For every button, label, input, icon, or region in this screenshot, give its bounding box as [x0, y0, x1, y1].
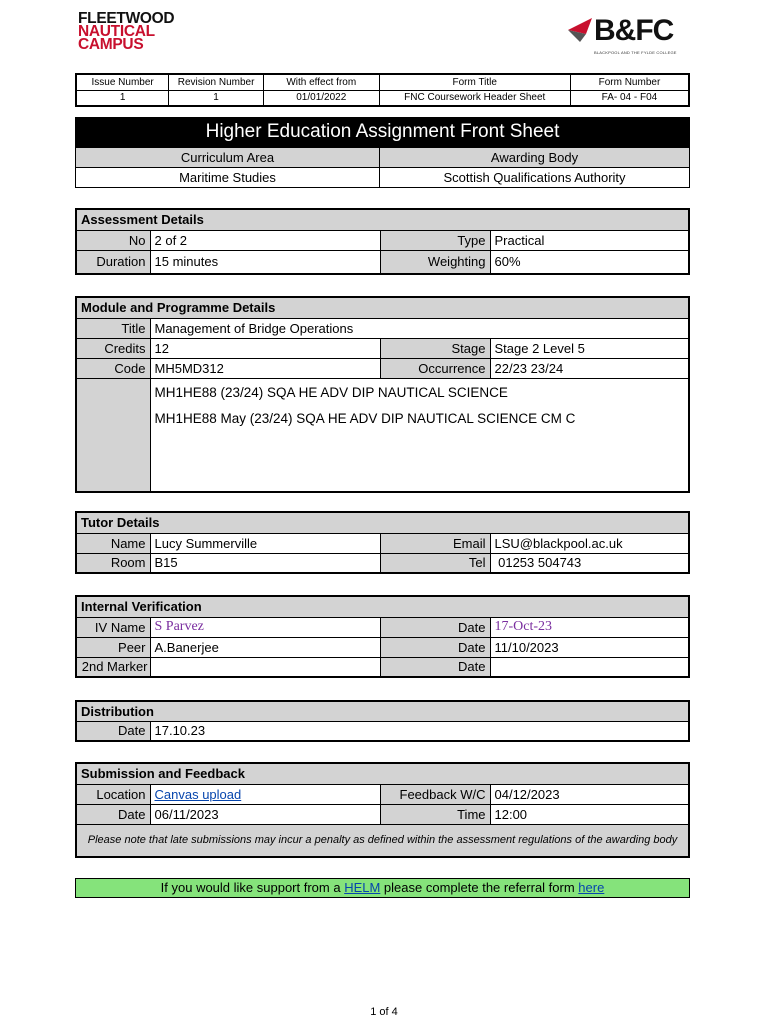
submission-time-label: Time [380, 804, 490, 824]
curriculum-table [75, 147, 690, 188]
tutor-details-table [75, 511, 690, 574]
assessment-weighting-label: Weighting [380, 250, 490, 274]
form-info-value: 1 [169, 90, 264, 106]
location-label: Location [76, 784, 150, 804]
second-marker-date-value [490, 657, 689, 677]
late-submission-note: Please note that late submissions may incur a penalty as defined within the assessment regulations of the awarding body [76, 824, 689, 857]
canvas-upload-link[interactable]: Canvas upload [154, 786, 242, 802]
programme-list [150, 378, 689, 492]
verification-heading: Internal Verification [76, 596, 689, 617]
assessment-weighting-value: 60% [490, 250, 689, 274]
form-info-value: FNC Coursework Header Sheet [379, 90, 570, 106]
bfc-logo-tagline: BLACKPOOL AND THE FYLDE COLLEGE [594, 50, 677, 55]
module-stage-value: Stage 2 Level 5 [490, 338, 689, 358]
form-info-header-row [76, 74, 689, 90]
iv-name-label: IV Name [76, 617, 150, 637]
form-info-header: Form Number [570, 74, 689, 90]
module-details-table [75, 296, 690, 493]
distribution-date-label: Date [76, 721, 150, 741]
feedback-value: 04/12/2023 [490, 784, 689, 804]
distribution-table [75, 700, 690, 742]
peer-date-value: 11/10/2023 [490, 637, 689, 657]
tutor-room-value: B15 [150, 553, 380, 573]
assessment-heading: Assessment Details [76, 209, 689, 230]
tutor-email-label: Email [380, 533, 490, 553]
submission-date-value: 06/11/2023 [150, 804, 380, 824]
form-info-header: With effect from [263, 74, 379, 90]
page-title: Higher Education Assignment Front Sheet [75, 117, 690, 147]
helm-link[interactable]: HELM [344, 880, 381, 895]
module-title-value: Management of Bridge Operations [150, 318, 689, 338]
referral-form-link[interactable]: here [578, 880, 605, 895]
internal-verification-table [75, 595, 690, 678]
bfc-arrow-icon [566, 12, 596, 58]
logo-line-3: CAMPUS [78, 36, 144, 53]
assessment-no-value: 2 of 2 [150, 230, 380, 250]
tutor-tel-label: Tel [380, 553, 490, 573]
form-info-table [75, 73, 690, 107]
assessment-no-label: No [76, 230, 150, 250]
distribution-date-value: 17.10.23 [150, 721, 689, 741]
module-code-value: MH5MD312 [150, 358, 380, 378]
feedback-label: Feedback W/C [380, 784, 490, 804]
second-marker-label: 2nd Marker [76, 657, 150, 677]
awarding-body-label: Awarding Body [380, 148, 690, 168]
module-occurrence-label: Occurrence [380, 358, 490, 378]
fleetwood-nautical-campus-logo [78, 12, 174, 51]
iv-date-signature: 17-Oct-23 [490, 617, 689, 637]
support-text-middle: please complete the referral form [380, 880, 579, 895]
tutor-room-label: Room [76, 553, 150, 573]
bfc-logo-text: B&FC [594, 14, 674, 47]
second-marker-value [150, 657, 380, 677]
logo-line-2: NAUTICAL [78, 23, 155, 40]
module-occurrence-value: 22/23 23/24 [490, 358, 689, 378]
assessment-details-table [75, 208, 690, 275]
assessment-duration-value: 15 minutes [150, 250, 380, 274]
awarding-body-value: Scottish Qualifications Authority [380, 168, 690, 188]
support-text-prefix: If you would like support from a [160, 880, 345, 895]
curriculum-area-label: Curriculum Area [76, 148, 380, 168]
assessment-type-value: Practical [490, 230, 689, 250]
submission-feedback-table [75, 762, 690, 858]
submission-time-value: 12:00 [490, 804, 689, 824]
peer-date-label: Date [380, 637, 490, 657]
curriculum-area-value: Maritime Studies [76, 168, 380, 188]
module-code-label: Code [76, 358, 150, 378]
iv-name-signature: S Parvez [150, 617, 380, 637]
second-marker-date-label: Date [380, 657, 490, 677]
form-info-value: FA- 04 - F04 [570, 90, 689, 106]
module-credits-label: Credits [76, 338, 150, 358]
module-title-label: Title [76, 318, 150, 338]
module-stage-label: Stage [380, 338, 490, 358]
submission-date-label: Date [76, 804, 150, 824]
tutor-name-value: Lucy Summerville [150, 533, 380, 553]
form-info-value-row [76, 90, 689, 106]
form-info-header: Form Title [379, 74, 570, 90]
programme-label-cell [76, 378, 150, 492]
module-credits-value: 12 [150, 338, 380, 358]
page-number: 1 of 4 [370, 1006, 398, 1018]
iv-date-label: Date [380, 617, 490, 637]
tutor-email-value: LSU@blackpool.ac.uk [490, 533, 689, 553]
location-cell [150, 784, 380, 804]
distribution-heading: Distribution [76, 701, 689, 721]
support-banner [75, 878, 690, 898]
peer-value: A.Banerjee [150, 637, 380, 657]
tutor-heading: Tutor Details [76, 512, 689, 533]
logo-line-1: FLEETWOOD [78, 10, 175, 27]
submission-heading: Submission and Feedback [76, 763, 689, 784]
form-info-header: Revision Number [169, 74, 264, 90]
tutor-name-label: Name [76, 533, 150, 553]
form-info-header: Issue Number [76, 74, 169, 90]
peer-label: Peer [76, 637, 150, 657]
programme-item: MH1HE88 May (23/24) SQA HE ADV DIP NAUTICAL SCIENCE CM C [154, 410, 576, 426]
form-info-value: 1 [76, 90, 169, 106]
form-info-value: 01/01/2022 [263, 90, 379, 106]
bfc-logo [566, 12, 678, 58]
module-heading: Module and Programme Details [76, 297, 689, 318]
assessment-duration-label: Duration [76, 250, 150, 274]
programme-item: MH1HE88 (23/24) SQA HE ADV DIP NAUTICAL SCIENCE [154, 384, 508, 400]
tutor-tel-value: 01253 504743 [490, 553, 689, 573]
assessment-type-label: Type [380, 230, 490, 250]
